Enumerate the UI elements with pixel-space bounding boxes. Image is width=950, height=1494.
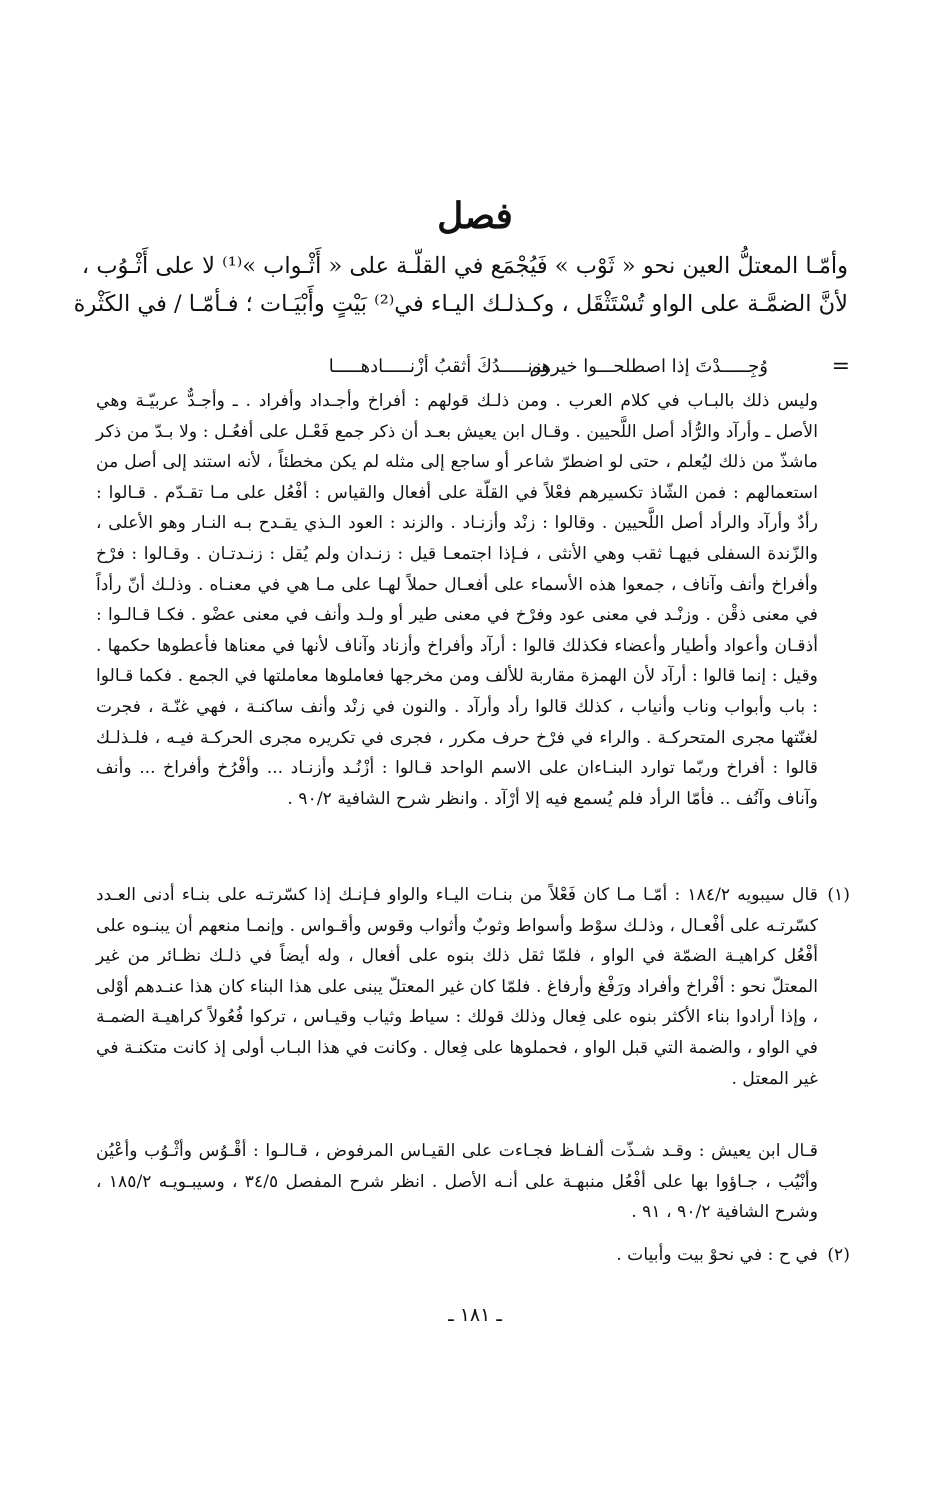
main-text-line: لأنَّ الضمَّـة على الواو تُسْتَثْقَل ، وكـذلـك اليـاء في⁽²⁾ بَيْتٍ وأَبْيَـات ؛ فـأمّـا / في الكَثْرة xyxy=(73,291,848,317)
verse-first-hemistich: وُجِـــــدْتَ إذا اصطلحـــوا خيرهم xyxy=(529,356,768,377)
verse-line xyxy=(200,352,850,382)
page-number: ـ ١٨١ ـ xyxy=(448,1304,502,1326)
footnote-1-paragraph: قـال ابن يعيش : وقـد شـذّت ألفـاظ فجـاءت على القيـاس المرفوض ، قـالـوا : أقْـوُس وأثْـوُب وأعْيُن وأنْيُب ، جـاؤوا بها على أفْعُل منبهـة على أنـه الأصل . انظر شرح المفصل ٣٤/٥ ، وسيبـويـه ١٨٥/٢ ، وشرح الشافية ٩٠/٢ ، ٩١ . xyxy=(96,1141,819,1223)
main-text-line: وأمّـا المعتلُّ العين نحو « ثَوْب » فَيُجْمَع في القلّـة على « أَثْـواب »⁽¹⁾ لا على أَثْـوُب ، xyxy=(81,253,848,279)
footnote-1-paragraph: قال سيبويه ١٨٤/٢ : أمّـا مـا كان فَعْلاً من بنـات اليـاء والواو فـإنـك إذا كسّرتـه على بنـاء أدنى العـدد كسّرتـه على أفْعـال ، وذلـك سوْط وأسواط وثوبٌ وأثواب وقوس وأقـواس . وإنمـا منعهم أن يبنـوه على أفْعُل كراهيـة الضمّة في الواو ، فلمّا ثقل ذلك بنوه على أفعال ، وله أيضاً في ذلـك نظـائر من غير المعتلّ نحو : أفْراخ وأفراد ورَفْغ وأرفاغ . فلمّا كان غير المعتلّ يبنى على هذا البناء كان هذا عنـدهم أوْلى ، وإذا أرادوا بناء الأكثر بنوه على فِعال وذلك قولك : سياط وثياب وقيـاس ، تركوا فُعُولاً كراهيـة الضمـة في الواو ، والضمة التي قبل الواو ، فحملوها على فِعال . وكانت في هذا البـاب أولى إذ كانت متكنـة في غير المعتل . xyxy=(96,885,818,1089)
verse-second-hemistich: وزنـــــدُكَ أثقبُ أزْنـــــادهـــــا xyxy=(328,356,550,377)
footnote-number: (٢) xyxy=(827,1245,850,1265)
continuation-marker: = xyxy=(831,354,850,379)
main-text xyxy=(73,247,848,323)
footnote-continuation: وليس ذلك بالبـاب في كلام العرب . ومن ذلـك قولهم : أفراخ وأجـداد وأفراد . ـ وأجـدٌّ عربيّـة وهي الأصل ـ وأرآد والرُّأد أصل اللَّحيين . وقـال ابن يعيش بعـد أن ذكر جمع فَعْـل على أفعُـل : ولا بـدّ من ذكر ماشذّ من ذلك ليُعلم ، حتى لو اضطرّ شاعر أو ساجع إلى مثله لم يكن مخطئاً ، لأنه استند إلى أصل من استعمالهم : فمن الشّاذ تكسيرهم فعْلاً في القلّة على أفعال والقياس : أفْعُل على مـا تقـدّم . قـالوا : رأدٌ وأرآد والرأد أصل اللَّحيين . وقالوا : زنْد وأزنـاد . والزند : العود الـذي يقـدح بـه النـار وهو الأعلى ، والزّندة السفلى فيهـا ثقب وهي الأنثى ، فـإذا اجتمعـا قيل : زنـدان ولم يُقل : زنـدتـان . وقـالوا : فرْخ وأفراخ وأنف وآناف ، جمعوا هذه الأسماء على أفعـال حملاً لهـا على مـا هي في معنـاه . وذلـك أنّ رأداً في معنى ذقْن . وزنْـد في معنى عود وفرْخ في معنى طير أو ولـد وأنف في معنى عضْو . فكـا قـالـوا : أذقـان وأعواد وأطيار وأعضاء فكذلك قالوا : أرآد وأفراخ وأزناد وآناف لأنها في معناها فأعطوها حكمها . وقيل : إنما قالوا : أرآد لأن الهمزة مقاربة للألف ومن مخرجها فعاملوها معاملتها في الجمع . فكما قـالوا : باب وأبواب وناب وأنياب ، كذلك قالوا رأد وأرآد . والنون في زنْد وأنف ساكنـة ، فهي غنّـة ، فجرت لغنّتها مجرى المتحركـة . والراء في فرْخ حرف مكرر ، فجرى في تكريره مجرى الحركـة فيـه ، فلـذلـك قالوا : أفراخ وربّما توارد البنـاءان على الاسم الواحد قـالوا : أزْنُـد وأزنـاد ... وأفْرُخ وأفراخ ... وأنف وآناف وآنُف .. فأمّا الرأد فلم يُسمع فيه إلا أرْآد . وانظر شرح الشافية ٩٠/٢ . xyxy=(96,391,818,809)
footnote-number: (١) xyxy=(827,885,850,905)
section-heading: فصل xyxy=(437,195,513,237)
footnote-2-paragraph: في ح : في نحوْ بيت وأبيات . xyxy=(616,1245,818,1265)
